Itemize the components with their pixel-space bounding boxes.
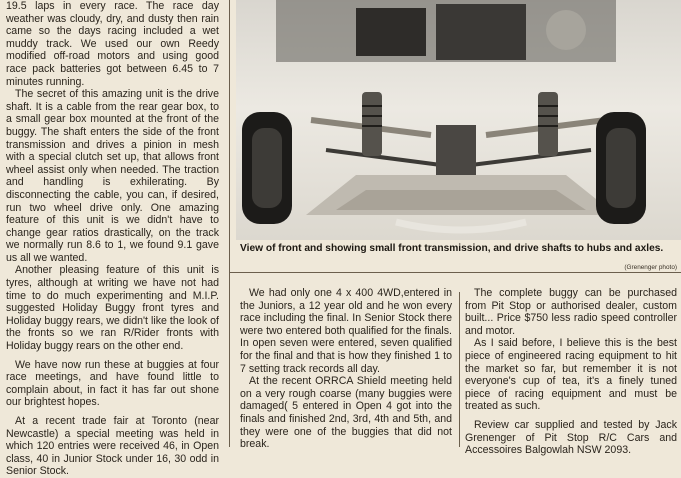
middle-text-column	[240, 287, 452, 451]
right-text-column	[465, 287, 677, 457]
paragraph: As I said before, I believe this is the best piece of engineered racing equipment to hit the market so far, but remember it is not everyone's cup of tea, it's a finely tuned piece of racing equipment and must be treated as such.	[465, 337, 677, 413]
paragraph: At a recent trade fair at Toronto (near Newcastle) a special meeting was held in which 120 entries were received 46, in Open class, 40 in Junior Stock under 16, 30 odd in Senior Stock.	[6, 415, 219, 478]
photo-caption: View of front and showing small front transmission, and drive shafts to hubs and axles.	[240, 243, 664, 254]
paragraph: The complete buggy can be purchased from Pit Stop or authorised dealer, custom built... Price $750 less radio speed controller and motor.	[465, 287, 677, 337]
paragraph: 19.5 laps in every race. The race day weather was cloudy, dry, and dusty then rain came so the days racing included a wet muddy track. We used our own Reedy modified off-road motors and using good race pack batteries got between 6.45 to 7 minutes running.	[6, 0, 219, 88]
buggy-illustration	[236, 0, 681, 240]
paragraph: We have now run these at buggies at four race meetings, and have found little to complain about, in fact it has far out shone our brightest hopes.	[6, 358, 219, 409]
paragraph: We had only one 4 x 400 4WD,entered in the Juniors, a 12 year old and he won every race including the final. In Senior Stock there were two entered both qualified for the finals. In open seven were entered, seven qualified for the final and that is how they finished 1 to 7 setting track records all day.	[240, 287, 452, 375]
paragraph: The secret of this amazing unit is the drive shaft. It is a cable from the rear gear box, to a small gear box mounted at the front of the buggy. The shaft enters the side of the front transmission and drives a pinion in mesh with a special clutch set up, that allows front wheel assist only when needed. The traction and handling is exhilerating. By disconnecting the cable, you can, if desired, run two wheel drive only. One amazing feature of this unit is we didn't have to change gear ratios drastically, on the track we normally run 8.6 to 1, we found 9.1 gave us all we wanted.	[6, 88, 219, 264]
left-text-column	[6, 0, 219, 478]
column-divider	[229, 0, 230, 447]
horizontal-rule	[230, 272, 681, 273]
column-divider	[459, 292, 460, 447]
buggy-front-photo	[236, 0, 681, 240]
paragraph: At the recent ORRCA Shield meeting held on a very rough coarse (many buggies were damaged( 5 entered in Open 4 got into the finals and finished 2nd, 3rd, 4th and 5th, and they were one of the buggies that did not break.	[240, 375, 452, 451]
paragraph: Another pleasing feature of this unit is tyres, although at writing we have not had time to do much experimenting and M.I.P. suggested Holiday Buggy front tyres and Holiday buggy rears, we didn't like the look of the fronts so we ran R/Rider fronts with Holiday buggy rears on the other end.	[6, 264, 219, 353]
paragraph: Review car supplied and tested by Jack Grenenger of Pit Stop R/C Cars and Accessoires Balgowlah NSW 2093.	[465, 418, 677, 457]
photo-credit: (Grenenger photo)	[624, 264, 677, 271]
